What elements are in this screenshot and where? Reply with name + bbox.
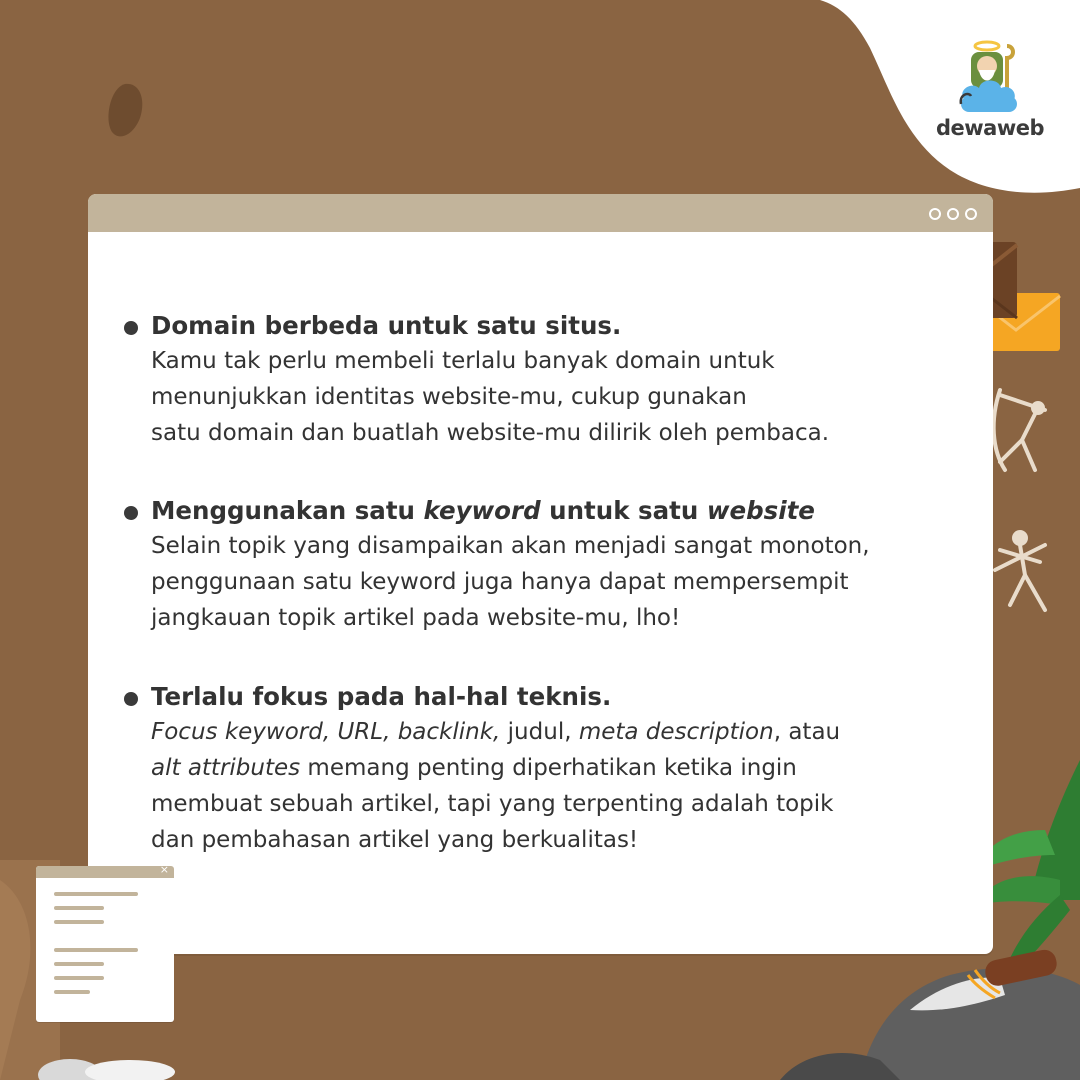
title-part-italic: keyword [423, 496, 541, 525]
close-icon[interactable]: × [159, 866, 169, 876]
item-title: Domain berbeda untuk satu situs. [151, 311, 622, 340]
browser-window [88, 194, 993, 954]
body-line: satu domain dan buatlah website-mu dilirik oleh pembaca. [151, 420, 830, 446]
body-line: Kamu tak perlu membeli terlalu banyak domain untuk [151, 348, 775, 374]
text-italic: alt attributes [151, 755, 301, 781]
placeholder-line [54, 906, 104, 910]
brand-wordmark: dewaweb [935, 116, 1045, 140]
placeholder-line [54, 962, 104, 966]
item-body [151, 343, 971, 451]
placeholder-line [54, 920, 104, 924]
body-line: jangkauan topik artikel pada website-mu, lho! [151, 605, 681, 631]
mini-window [36, 866, 174, 1022]
placeholder-line [54, 892, 138, 896]
body-line: penggunaan satu keyword juga hanya dapat mempersempit [151, 569, 849, 595]
placeholder-line [54, 990, 90, 994]
bullet-icon [124, 692, 138, 706]
body-line: membuat sebuah artikel, tapi yang terpenting adalah topik [151, 791, 834, 817]
item-title [151, 494, 815, 528]
placeholder-line [54, 976, 104, 980]
body-line: dan pembahasan artikel yang berkualitas! [151, 827, 639, 853]
title-part: untuk satu [540, 496, 707, 525]
title-part-italic: website [706, 496, 815, 525]
body-line: menunjukkan identitas website-mu, cukup gunakan [151, 384, 747, 410]
placeholder-line [54, 948, 138, 952]
cave-painting-hunter-icon [995, 532, 1045, 610]
item-body [151, 714, 971, 858]
text-italic: meta description [578, 719, 774, 745]
title-part: Menggunakan satu [151, 496, 424, 525]
bullet-icon [124, 506, 138, 520]
content-area [88, 194, 993, 954]
text-plain: judul, [500, 719, 579, 745]
body-line: Selain topik yang disampaikan akan menjadi sangat monoton, [151, 533, 870, 559]
angel-mascot-icon [955, 36, 1025, 118]
mini-window-titlebar [36, 866, 174, 878]
cave-painting-archer-icon [994, 390, 1045, 470]
body-line [151, 750, 971, 786]
item-body [151, 528, 971, 636]
brand-logo [930, 36, 1050, 146]
text-italic: Focus keyword, URL, backlink, [151, 719, 501, 745]
stone-blob [108, 84, 142, 137]
bullet-icon [124, 321, 138, 335]
text-plain: , atau [773, 719, 841, 745]
text-plain: memang penting diperhatikan ketika ingin [300, 755, 797, 781]
body-line [151, 714, 971, 750]
item-title: Terlalu fokus pada hal-hal teknis. [151, 682, 612, 711]
